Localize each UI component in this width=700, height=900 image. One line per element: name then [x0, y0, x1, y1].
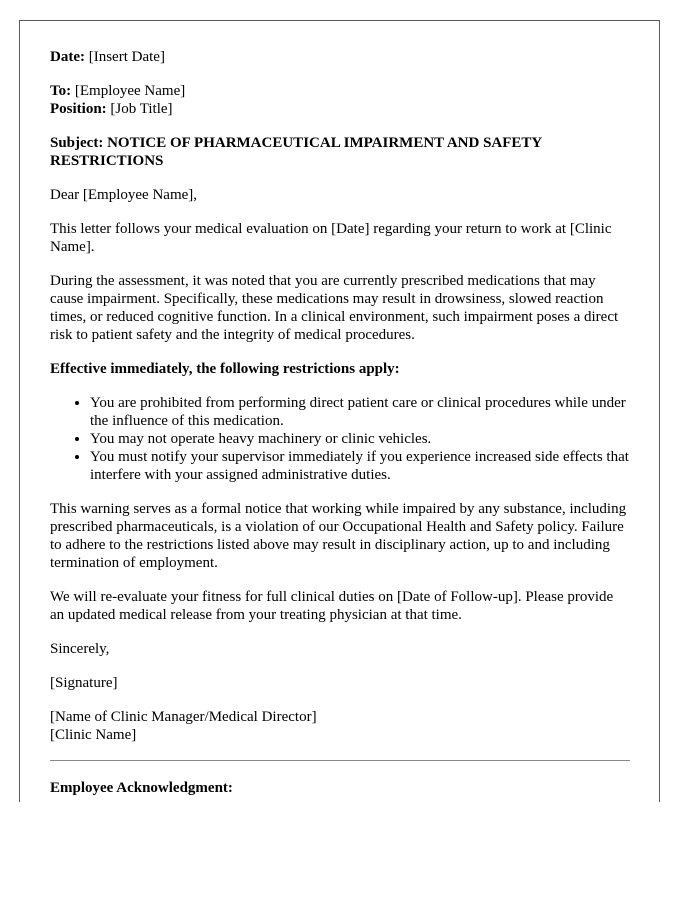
date-label: Date:: [50, 49, 85, 65]
date-line: [50, 48, 630, 66]
date-value: [Insert Date]: [84, 49, 165, 65]
subject-line: [50, 134, 630, 170]
signer-clinic: [Clinic Name]: [50, 727, 137, 743]
restrictions-list: [50, 394, 630, 484]
salutation: Dear [Employee Name],: [50, 187, 198, 203]
paragraph-warning: This warning serves as a formal notice that working while impaired by any substance, including prescribed pharmaceuticals, is a violation of our Occupational Health and Safety policy. Failure to adhere to the restrictions listed above may result in disciplinary action, up to and including termination of employment.: [50, 501, 627, 571]
position-value: [Job Title]: [106, 101, 173, 117]
to-label: To:: [50, 83, 72, 99]
position-label: Position:: [50, 101, 107, 117]
subject-text: NOTICE OF PHARMACEUTICAL IMPAIRMENT AND SAFETY RESTRICTIONS: [50, 135, 542, 169]
subject-label: Subject:: [50, 135, 104, 151]
restriction-item: • You may not operate heavy machinery or clinic vehicles.: [90, 430, 630, 448]
acknowledgment-heading: Employee Acknowledgment:: [50, 780, 233, 796]
paragraph-assessment: During the assessment, it was noted that you are currently prescribed medications that may cause impairment. Specifically, these medications may result in drowsiness, slowed reaction times, or reduced cognitive function. In a clinical environment, such impairment poses a direct risk to patient safety and the integrity of medical procedures.: [50, 273, 619, 343]
signature: [Signature]: [50, 675, 118, 691]
paragraph-reevaluation: We will re-evaluate your fitness for full clinical duties on [Date of Follow-up]. Please provide an updated medical release from your treating physician at that time.: [50, 589, 614, 623]
restriction-item: • You must notify your supervisor immediately if you experience increased side effects that interfere with your assigned administrative duties.: [90, 448, 630, 484]
restrictions-heading: Effective immediately, the following restrictions apply:: [50, 361, 400, 377]
to-value: [Employee Name]: [71, 83, 186, 99]
closing: Sincerely,: [50, 641, 110, 657]
letter-document: [19, 20, 660, 802]
section-divider: [50, 760, 630, 761]
signer-name: [Name of Clinic Manager/Medical Director]: [50, 709, 317, 725]
paragraph-evaluation: This letter follows your medical evaluation on [Date] regarding your return to work at [Clinic Name].: [50, 221, 612, 255]
to-line: [50, 82, 630, 100]
position-line: [50, 100, 630, 118]
restriction-item: • You are prohibited from performing direct patient care or clinical procedures while under the influence of this medication.: [90, 394, 630, 430]
